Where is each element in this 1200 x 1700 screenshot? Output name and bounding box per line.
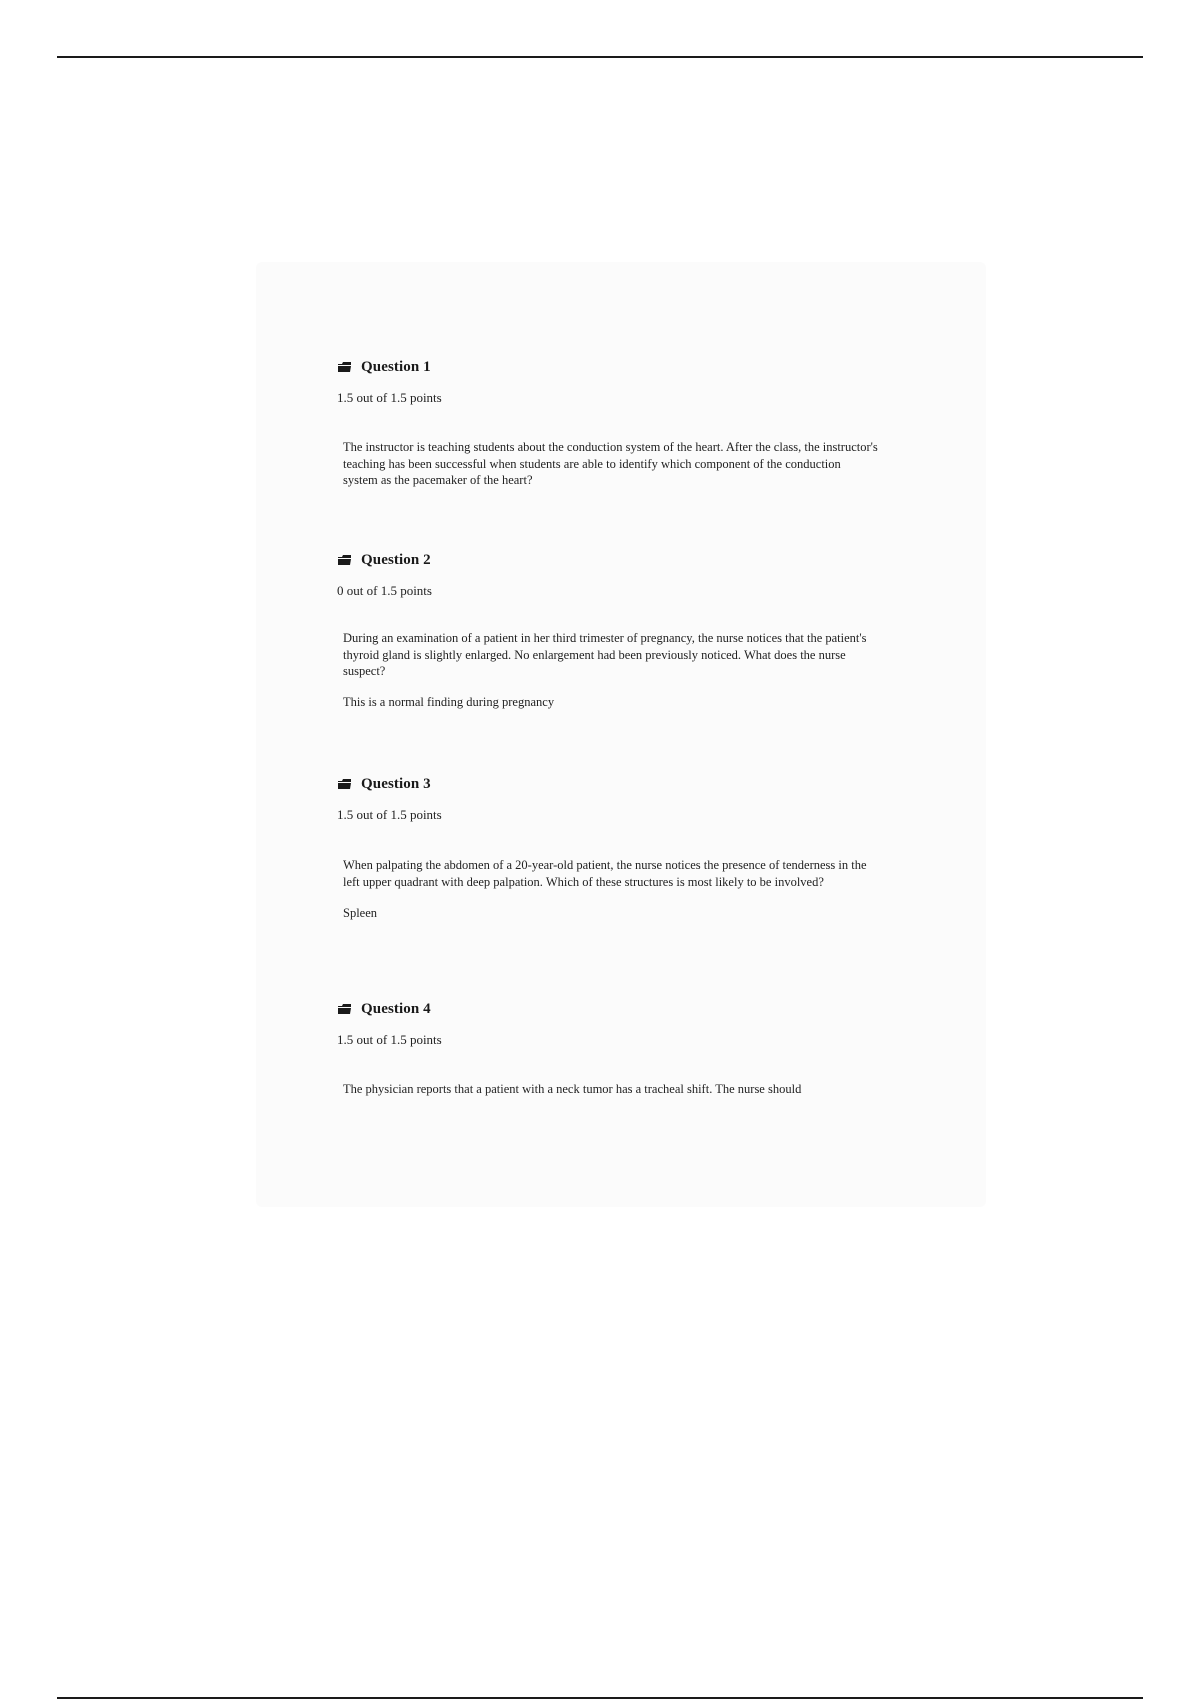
question-header [338,550,898,570]
bottom-rule [57,1697,1143,1699]
question-header [338,999,898,1019]
question-title: Question 2 [361,551,431,568]
question-text: When palpating the abdomen of a 20-year-old patient, the nurse notices the presence of tenderness in the left upper quadrant with deep palpation. Which of these structures is most likely to be involved? [343,858,867,889]
folder-icon [338,362,351,372]
question-header [338,774,898,794]
question-points: 1.5 out of 1.5 points [337,390,442,405]
question-2 [338,550,898,710]
folder-icon [338,779,351,789]
question-title: Question 3 [361,775,431,792]
question-answer: This is a normal finding during pregnancy [343,694,555,709]
question-title: Question 1 [361,358,431,375]
top-rule [57,56,1143,58]
question-points: 0 out of 1.5 points [337,583,432,598]
question-text: During an examination of a patient in her third trimester of pregnancy, the nurse notices that the patient's thyroid gland is slightly enlarged. No enlargement had been previously noticed. What does the nurse suspect? [343,631,867,678]
question-text: The physician reports that a patient with a neck tumor has a tracheal shift. The nurse should [343,1082,802,1096]
question-answer: Spleen [343,906,378,920]
question-1 [338,357,898,489]
question-4 [338,999,898,1098]
question-points: 1.5 out of 1.5 points [337,1032,442,1047]
folder-icon [338,1004,351,1014]
question-title: Question 4 [361,1000,431,1017]
question-header [338,357,898,377]
question-3 [338,774,898,921]
folder-icon [338,555,351,565]
question-points: 1.5 out of 1.5 points [337,807,442,822]
question-text: The instructor is teaching students about the conduction system of the heart. After the class, the instructor's teaching has been successful when students are able to identify which component of the conduction system as the pacemaker of the heart? [343,440,878,487]
